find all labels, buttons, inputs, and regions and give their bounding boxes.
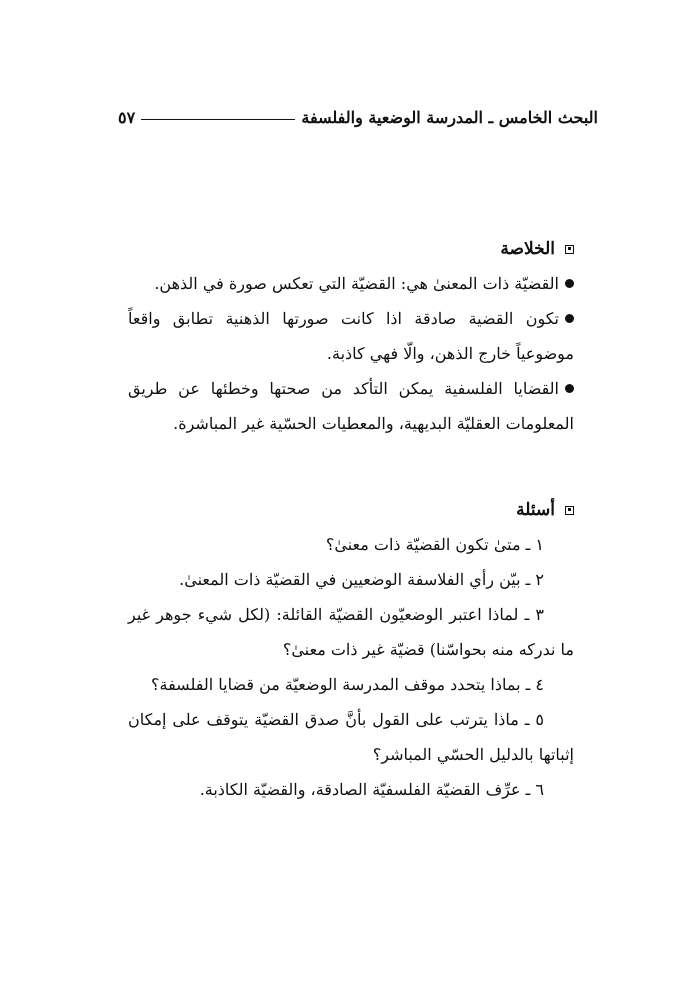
- bullet-icon: [565, 384, 574, 393]
- running-header: [118, 104, 598, 130]
- page-content: [128, 232, 574, 807]
- summary-item: تكون القضية صادقة اذا كانت صورتها الذهنية تطابق واقعاً موضوعياً خارج الذهن، والّا فهي كاذبة.: [128, 309, 574, 363]
- bullet-icon: [565, 314, 574, 323]
- summary-heading-label: الخلاصة: [500, 239, 555, 259]
- section-spacer: [128, 441, 574, 493]
- questions-heading-label: أسئلة: [516, 500, 555, 520]
- question-item: ١ ـ متىٰ تكون القضيّة ذات معنىٰ؟: [325, 535, 544, 554]
- questions-heading: [128, 493, 574, 527]
- question-item: ٥ ـ ماذا يترتب على القول بأنَّ صدق القضيّة يتوقف على إمكان إثباتها بالدليل الحسّي المباشر؟: [128, 710, 574, 764]
- header-title: البحث الخامس ـ المدرسة الوضعية والفلسفة: [301, 107, 598, 127]
- question-item: ٤ ـ بماذا يتحدد موقف المدرسة الوضعيّة من قضايا الفلسفة؟: [151, 675, 544, 694]
- bullet-icon: [565, 279, 574, 288]
- question-item: ٣ ـ لماذا اعتبر الوضعيّون القضيّة القائلة: (لكل شيء جوهر غير ما ندركه منه بحواسّنا) قضيّة غير ذات معنىٰ؟: [128, 605, 574, 659]
- question-item: ٢ ـ بيّن رأي الفلاسفة الوضعيين في القضيّة ذات المعنىٰ.: [179, 570, 544, 589]
- question-item: ٦ ـ عرِّف القضيّة الفلسفيّة الصادقة، والقضيّة الكاذبة.: [199, 780, 544, 799]
- summary-item: القضيّة ذات المعنىٰ هي: القضيّة التي تعكس صورة في الذهن.: [128, 266, 574, 301]
- square-bullet-icon: [565, 506, 574, 515]
- page-number: ٥٧: [118, 107, 136, 127]
- summary-item: القضايا الفلسفية يمكن التأكد من صحتها وخطئها عن طريق المعلومات العقليّة البديهية، والمعطيات الحسّية غير المباشرة.: [128, 379, 574, 433]
- square-bullet-icon: [565, 245, 574, 254]
- header-rule: [141, 119, 295, 120]
- summary-heading: [128, 232, 574, 266]
